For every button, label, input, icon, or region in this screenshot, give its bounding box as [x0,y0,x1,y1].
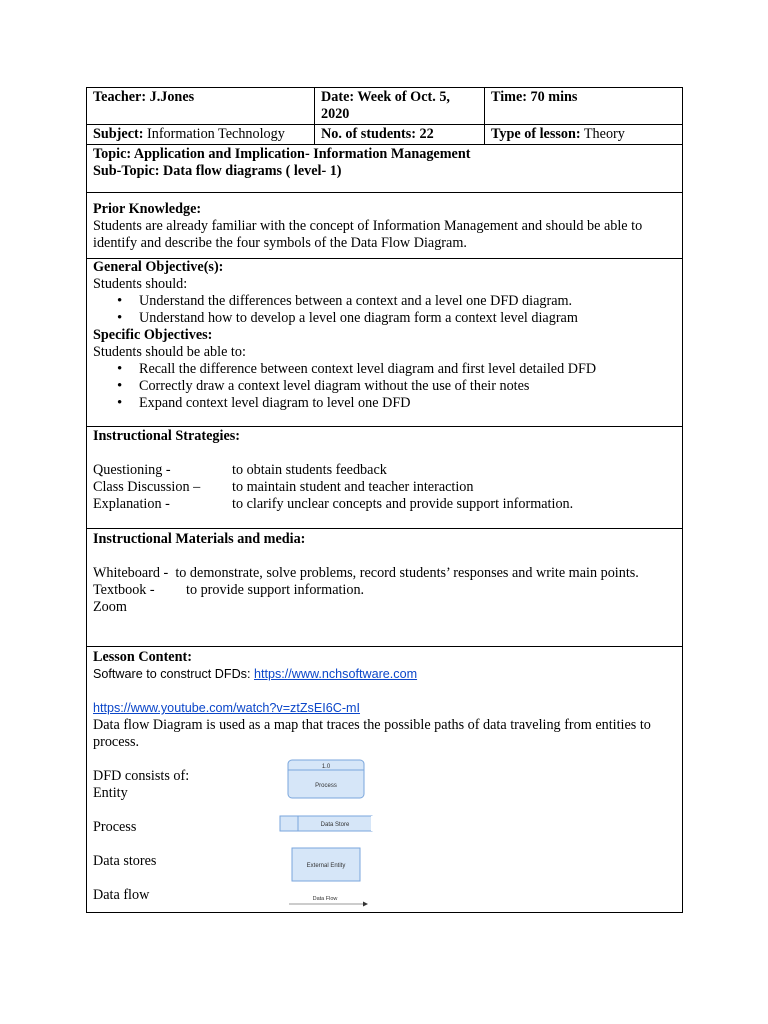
date-cell [315,88,485,125]
data-flow-label: Data Flow [312,896,338,902]
dfd-component-data-stores: Data stores [93,853,157,869]
lesson-type-label: Type of lesson: [491,126,581,142]
general-objectives-title: General Objective(s): [93,259,224,275]
software-label: Software to construct DFDs: [93,667,254,681]
strategy-purpose: to clarify unclear concepts and provide support information. [232,496,574,512]
list-item: • Correctly draw a context level diagram without the use of their notes [139,378,676,395]
lesson-plan-sheet [86,87,682,913]
strategy-name: Explanation - [93,496,170,512]
list-item: • Understand how to develop a level one diagram form a context level diagram [139,310,676,327]
youtube-line [93,700,676,717]
dfd-component-data-flow: Data flow [93,887,150,903]
dfd-consists-label: DFD consists of: [93,768,190,784]
strategy-name: Questioning - [93,462,171,478]
specific-objectives-intro: Students should be able to: [93,344,246,360]
topic-text: Topic: Application and Implication- Information Management [93,146,471,162]
lesson-content-title: Lesson Content: [93,649,192,665]
lesson-type-cell [485,125,683,145]
material-purpose: to provide support information. [186,582,365,598]
material-row [93,565,676,582]
strategy-purpose: to obtain students feedback [232,462,387,478]
process-label: Process [315,783,337,789]
students-text: No. of students: 22 [321,126,434,142]
external-entity-label: External Entity [306,863,346,869]
strategy-row [93,479,676,496]
topic-cell [87,145,683,193]
external-entity-symbol [291,847,363,883]
lesson-type-value: Theory [580,126,625,142]
teacher-text: Teacher: J.Jones [93,89,195,105]
material-row [93,582,676,599]
material-row [93,599,676,616]
list-item: • Expand context level diagram to level one DFD [139,395,676,412]
software-line [93,666,676,683]
students-cell [315,125,485,145]
time-text: Time: 70 mins [491,89,578,105]
general-objectives-intro: Students should: [93,276,188,292]
teacher-cell [87,88,315,125]
strategies-title: Instructional Strategies: [93,428,240,444]
data-flow-arrow-head [363,902,368,907]
specific-objectives-title: Specific Objectives: [93,327,213,343]
subject-label: Subject: [93,126,144,142]
material-name: Zoom [93,599,127,615]
materials-cell [87,529,683,647]
strategy-purpose: to maintain student and teacher interaction [232,479,474,495]
material-name: Whiteboard - [93,565,169,581]
lesson-plan-table [86,87,683,913]
process-number: 1.0 [321,764,331,770]
strategy-name: Class Discussion – [93,479,201,495]
dfd-description: Data flow Diagram is used as a map that traces the possible paths of data traveling from entities to process. [93,717,651,750]
strategies-cell [87,427,683,529]
data-store-label: Data Store [320,822,350,828]
objectives-cell [87,259,683,427]
materials-title: Instructional Materials and media: [93,531,306,547]
data-flow-symbol [287,894,369,908]
time-cell [485,88,683,125]
subject-value: Information Technology [143,126,285,142]
dfd-component-entity: Entity [93,785,128,801]
material-name: Textbook - [93,582,155,598]
material-purpose: to demonstrate, solve problems, record students’ responses and write main points. [175,565,639,581]
prior-knowledge-text: Students are already familiar with the concept of Information Management and should be able to identify and describe the four symbols of the Data Flow Diagram. [93,218,643,251]
process-symbol [287,759,367,801]
specific-objectives-list [93,361,676,412]
dfd-component-process: Process [93,819,137,835]
subtopic-text: Sub-Topic: Data flow diagrams ( level- 1) [93,163,342,179]
lesson-content-body [93,649,676,904]
lesson-content-cell [87,647,683,913]
general-objectives-list [93,293,676,327]
subject-cell [87,125,315,145]
strategy-row [93,496,676,513]
youtube-link[interactable]: https://www.youtube.com/watch?v=ztZsEI6C-mI [93,701,361,715]
list-item: • Recall the difference between context level diagram and first level detailed DFD [139,361,676,378]
dfd-components-list [93,768,273,904]
prior-knowledge-title: Prior Knowledge: [93,201,202,217]
list-item: • Understand the differences between a context and a level one DFD diagram. [139,293,676,310]
date-text: Date: Week of Oct. 5, 2020 [321,89,450,122]
prior-knowledge-cell [87,193,683,259]
strategy-row [93,462,676,479]
data-store-symbol [279,815,373,833]
nchsoftware-link[interactable]: https://www.nchsoftware.com [253,667,418,681]
